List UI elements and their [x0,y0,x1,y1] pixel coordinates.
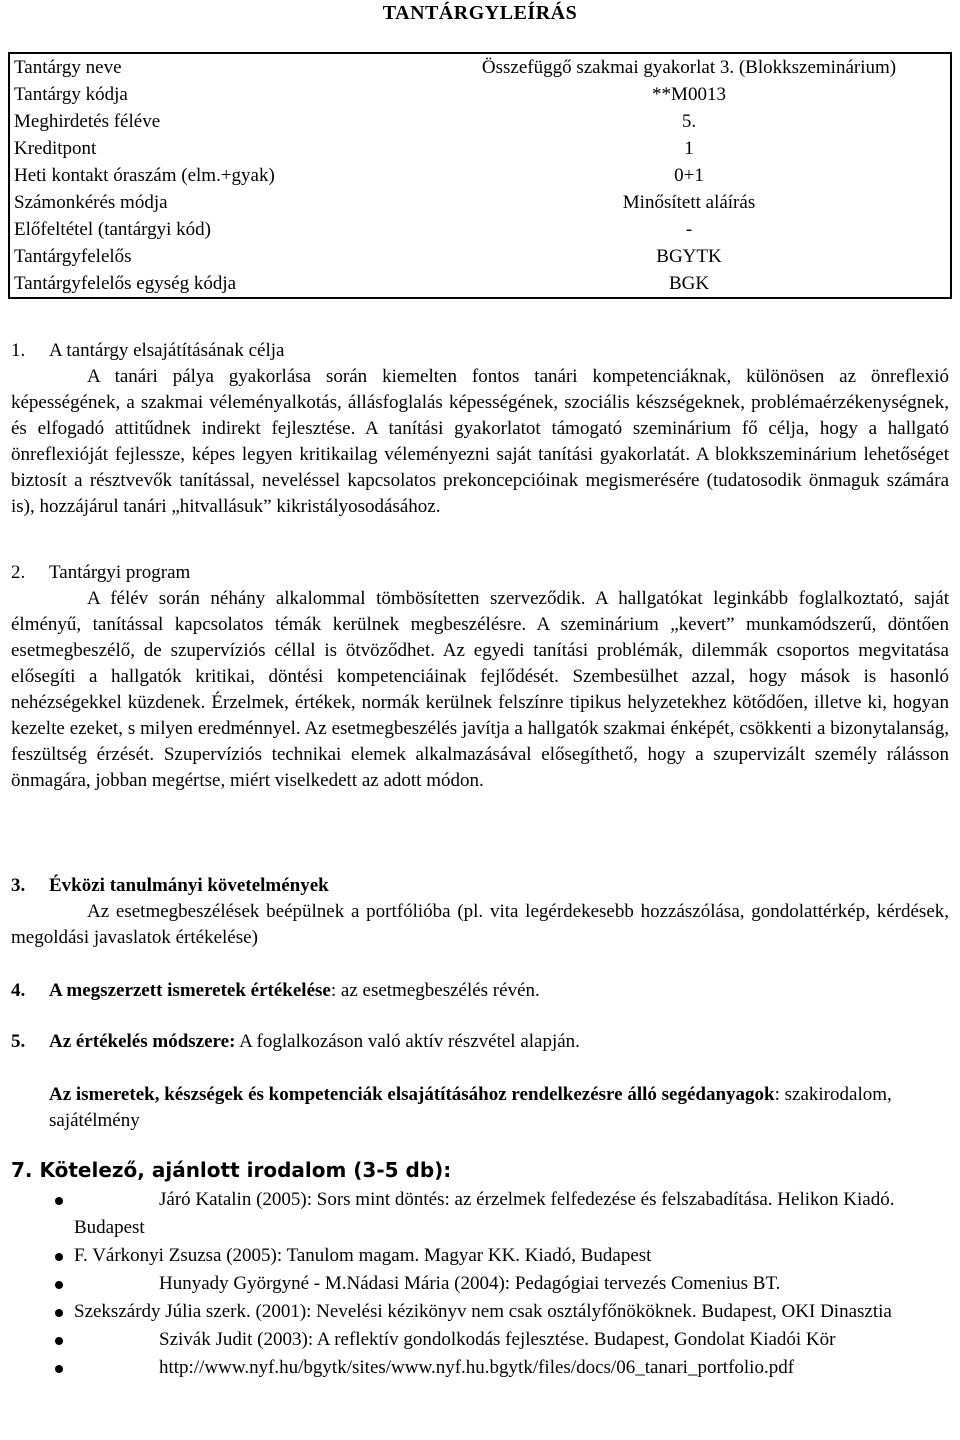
section-number: 1. [11,340,26,361]
section-heading [11,873,949,899]
list-item [11,1326,949,1354]
section-number: 2. [11,562,26,583]
section-body: : szakirodalom, sajátélmény [49,1084,892,1131]
section-materials [11,1082,949,1134]
row-value: 1 [684,138,694,159]
reference-text: Szekszárdy Júlia szerk. (2001): Nevelési kézikönyv nem csak osztályfőnököknek. Budapest, OKI Dinasztia [74,1301,892,1322]
row-value: 0+1 [674,165,704,186]
bullet-icon [55,1337,63,1345]
reference-list [11,1186,949,1382]
table-row [9,108,951,135]
table-row [9,135,951,162]
table-row [9,81,951,108]
section-heading [11,1029,949,1055]
section-number: 5. [11,1031,26,1052]
row-value: Összefüggő szakmai gyakorlat 3. (Blokkszeminárium) [481,57,897,78]
section-requirements [11,873,949,951]
bullet-icon [55,1309,63,1317]
reference-link[interactable]: http://www.nyf.hu/bgytk/sites/www.nyf.hu.bgytk/files/docs/06_tanari_portfolio.pdf [159,1357,795,1378]
bullet-icon [55,1197,63,1205]
section-literature-heading: 7. Kötelező, ajánlott irodalom (3-5 db): [11,1158,452,1182]
row-value: - [685,219,693,240]
bullet-icon [55,1365,63,1373]
row-label: Számonkérés módja [14,192,168,213]
row-label: Tantárgyfelelős [14,246,132,267]
list-item [11,1354,949,1382]
section-goal [11,338,949,520]
list-item [11,1186,949,1242]
table-row [9,53,951,81]
reference-text: Szivák Judit (2003): A reflektív gondolkodás fejlesztése. Budapest, Gondolat Kiadói Kör [159,1329,836,1350]
section-number: 3. [11,875,26,896]
section-program [11,560,949,794]
row-value: **M0013 [652,84,726,105]
reference-text: Hunyady Györgyné - M.Nádasi Mária (2004): Pedagógiai tervezés Comenius BT. [159,1273,781,1294]
section-body: A félév során néhány alkalommal tömbösítetten szerveződik. A hallgatókat leginkább foglalkoztató, saját élményű, tanítással kapcsolatos témák kerülnek megbeszélésre. A szeminárium „kevert” munkamódszerű, döntően esetmegbeszélő, de szupervíziós céllal is ötvöződhet. Az egyedi tanítási problémák, dilemmák csoportos megvitatása elősegíti a hallgatók kritikai, döntési kompetenciáinak fejlődését. Szembesülhet azzal, hogy mások is hasonló nehézségekkel küzdenek. Érzelmek, értékek, normák kerülnek felszínre tipikus helyzetekhez kötődően, illetve ki, hogyan kezelte ezeket, s milyen eredménnyel. Az esetmegbeszélés javítja a hallgatók szakmai énképét, csökkenti a bizonytalanság, feszültség érzését. Szupervíziós technikai elemek alkalmazásával elősegíthető, hogy a szupervizált személy rálásson önmagára, jobban megértse, miért viselkedett az adott módon. [11,588,949,791]
section-body: : az esetmegbeszélés révén. [330,980,540,1001]
table-row [9,216,951,243]
row-label: Előfeltétel (tantárgyi kód) [14,219,211,240]
row-value: 5. [681,111,697,132]
section-number [11,1082,49,1108]
section-title: A tantárgy elsajátításának célja [49,340,285,361]
section-heading [11,1082,949,1134]
section-title: Évközi tanulmányi követelmények [49,875,329,896]
list-item [11,1242,949,1270]
section-body: A foglalkozáson való aktív részvétel alapján. [235,1031,580,1052]
section-assessment [11,978,949,1004]
section-title: Az ismeretek, készségek és kompetenciák elsajátításához rendelkezésre álló segédanyagok [49,1084,775,1105]
section-number: 4. [11,980,26,1001]
section-heading [11,560,949,586]
section-heading [11,978,949,1004]
row-label: Tantárgy kódja [14,84,128,105]
section-heading [11,338,949,364]
table-row [9,270,951,298]
section-body: A tanári pálya gyakorlása során kiemelten fontos tanári kompetenciáknak, különösen az önreflexió képességének, a szakmai véleményalkotás, állásfoglalás képességének, szociális készségeknek, problémaérzékenységnek, és elfogadó attitűdnek indirekt fejlesztése. A tanítási gyakorlatot támogató szeminárium fő célja, hogy a hallgató önreflexióját fejlessze, képes legyen kritikailag véleményezni saját tanítási gyakorlatát. A blokkszeminárium lehetőséget biztosít a résztvevők tanítással, neveléssel kapcsolatos prekoncepcióinak megismerésére (tudatosodik önmaguk számára is), hozzájárul tanári „hitvallásuk” kikristályosodásához. [11,366,949,517]
reference-text: Járó Katalin (2005): Sors mint döntés: az érzelmek felfedezése és felszabadítása. Helikon Kiadó. Budapest [74,1189,895,1238]
row-label: Kreditpont [14,138,97,159]
section-evaluation-method [11,1029,949,1055]
table-row [9,162,951,189]
row-label: Heti kontakt óraszám (elm.+gyak) [14,165,275,186]
course-info-table [8,52,952,299]
row-value: BGYTK [656,246,722,267]
table-row [9,189,951,216]
row-label: Tantárgy neve [14,57,122,78]
list-item [11,1270,949,1298]
row-label: Meghirdetés féléve [14,111,161,132]
section-title: A megszerzett ismeretek értékelése [49,980,331,1001]
section-title: Az értékelés módszere: [49,1031,236,1052]
list-item [11,1298,949,1326]
row-value: BGK [668,273,710,294]
row-value: Minősített aláírás [622,192,756,213]
reference-text: F. Várkonyi Zsuzsa (2005): Tanulom magam. Magyar KK. Kiadó, Budapest [74,1245,652,1266]
section-body: Az esetmegbeszélések beépülnek a portfólióba (pl. vita legérdekesebb hozzászólása, gondolattérkép, kérdések, megoldási javaslatok értékelése) [11,901,949,948]
section-title: Tantárgyi program [49,562,191,583]
row-label: Tantárgyfelelős egység kódja [14,273,237,294]
bullet-icon [55,1281,63,1289]
document-title: TANTÁRGYLEÍRÁS [382,2,578,24]
table-row [9,243,951,270]
bullet-icon [55,1253,63,1261]
